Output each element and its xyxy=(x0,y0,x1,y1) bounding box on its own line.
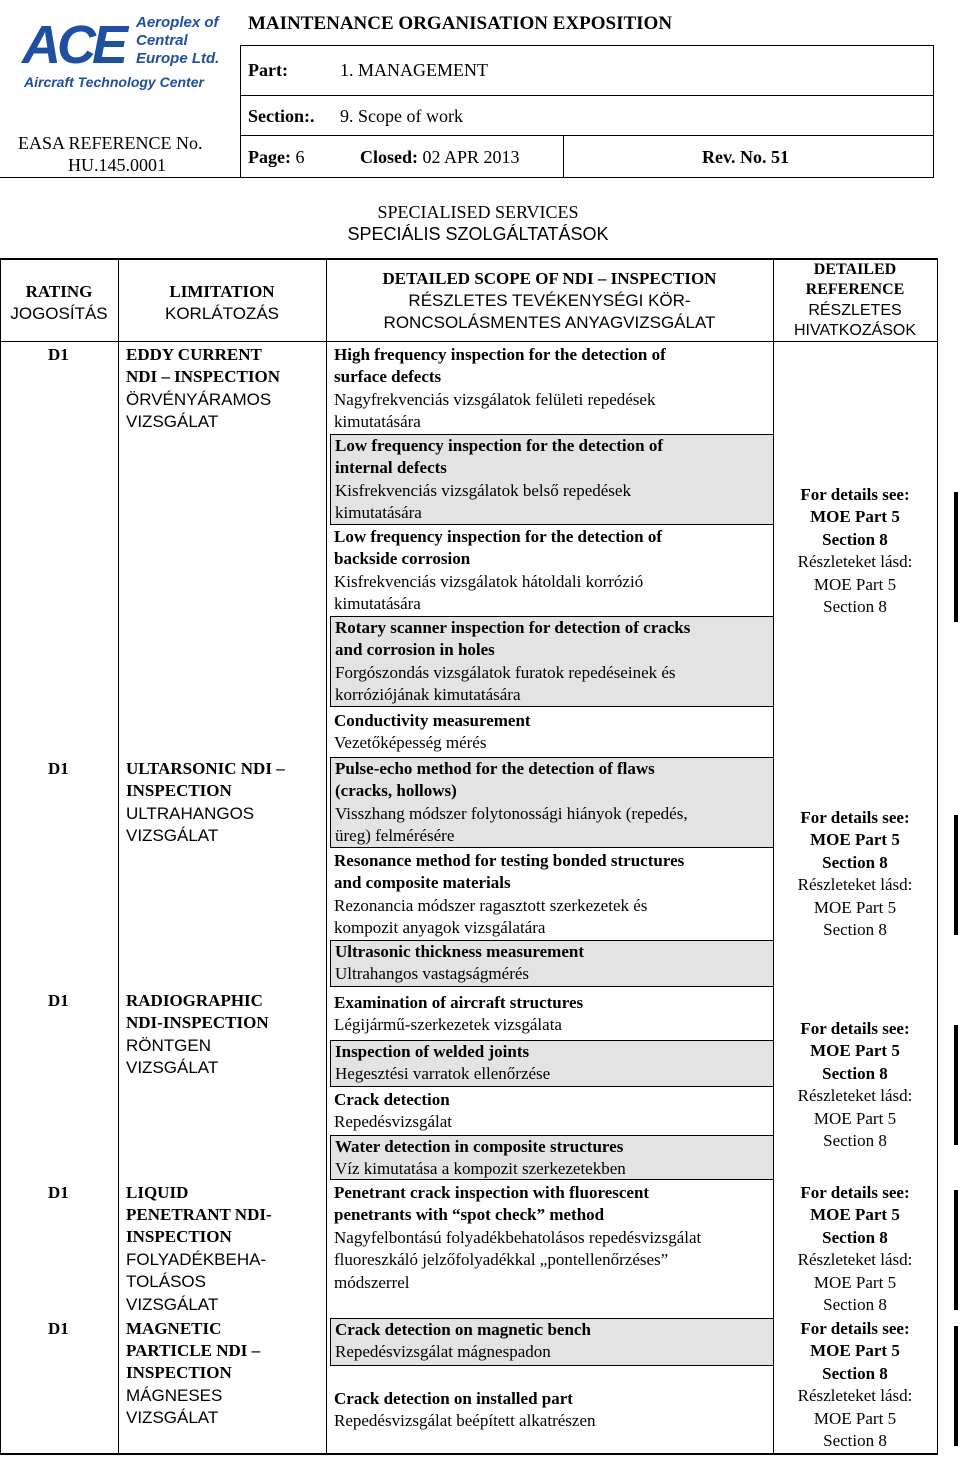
scope-item-en: Conductivity measurement xyxy=(334,711,531,730)
limitation-en: ULTARSONIC NDI – xyxy=(126,759,285,778)
scope-item-hu: üreg) felmérésére xyxy=(335,826,455,846)
reference-hu: Section 8 xyxy=(823,597,887,617)
reference-en: For details see: xyxy=(800,1319,910,1338)
scope-item-hu: Visszhang módszer folytonossági hiányok (repedés, xyxy=(335,803,688,823)
reference-block xyxy=(775,1318,935,1452)
scope-item-en: internal defects xyxy=(335,458,447,478)
scope-item xyxy=(330,1089,774,1134)
rev-value: 51 xyxy=(771,147,789,167)
scope-header-hu-2: RONCSOLÁSMENTES ANYAGVIZSGÁLAT xyxy=(383,313,716,332)
rating-code: D1 xyxy=(48,1319,69,1338)
reference-hu: Section 8 xyxy=(823,1431,887,1451)
reference-en: For details see: xyxy=(800,1019,910,1038)
reference-hu: Részleteket lásd: xyxy=(797,1386,913,1406)
section-title-en: SPECIALISED SERVICES xyxy=(377,202,579,222)
scope-item-hu: Légijármű-szerkezetek vizsgálata xyxy=(334,1015,562,1035)
revision-bar xyxy=(954,1326,958,1446)
part-value: 1. MANAGEMENT xyxy=(340,60,488,80)
reference-hu: Részleteket lásd: xyxy=(797,1086,913,1106)
rating-code: D1 xyxy=(48,991,69,1010)
reference-hu: Részleteket lásd: xyxy=(797,875,913,895)
scope-item-hu: Nagyfrekvenciás vizsgálatok felületi repedések xyxy=(334,389,656,409)
reference-en: Section 8 xyxy=(822,852,888,872)
limitation-en: INSPECTION xyxy=(126,1363,232,1382)
scope-item xyxy=(330,526,774,616)
reference-header-hu-1: RÉSZLETES xyxy=(808,302,902,319)
scope-item-hu: kimutatására xyxy=(334,594,421,614)
scope-item xyxy=(330,1182,774,1294)
reference-en: MOE Part 5 xyxy=(810,507,900,527)
limitation-en: PARTICLE NDI – xyxy=(126,1341,261,1360)
logo-line2: Central xyxy=(136,32,188,49)
scope-item-hu: Rezonancia módszer ragasztott szerkezetek és xyxy=(334,895,648,915)
reference-en: For details see: xyxy=(800,1183,910,1202)
reference-hu: MOE Part 5 xyxy=(813,1272,897,1292)
reference-hu: MOE Part 5 xyxy=(813,1408,897,1428)
scope-item-en: Ultrasonic thickness measurement xyxy=(335,942,584,961)
limitation-en: LIQUID xyxy=(126,1183,189,1202)
scope-item-en: Inspection of welded joints xyxy=(335,1042,530,1061)
scope-item-hu: Forgószondás vizsgálatok furatok repedéseinek és xyxy=(335,662,676,682)
scope-item-en: Water detection in composite structures xyxy=(335,1137,624,1156)
scope-item-en: Low frequency inspection for the detection of xyxy=(334,527,663,546)
limitation-hu: ULTRAHANGOS xyxy=(126,804,255,823)
section-label: Section:. xyxy=(248,106,315,126)
reference-en: MOE Part 5 xyxy=(810,1041,900,1061)
scope-item-hu: Repedésvizsgálat xyxy=(334,1112,453,1132)
scope-item-hu: Hegesztési varratok ellenőrzése xyxy=(335,1064,551,1084)
reference-block xyxy=(775,1182,935,1316)
scope-item-hu: Repedésvizsgálat mágnespadon xyxy=(335,1342,551,1362)
rating-header-hu: JOGOSÍTÁS xyxy=(10,304,108,323)
scope-item-hu: Nagyfelbontású folyadékbehatolásos repedésvizsgálat xyxy=(334,1227,702,1247)
scope-item-en: Low frequency inspection for the detection of xyxy=(335,436,664,455)
scope-item-hu: Repedésvizsgálat beépített alkatrészen xyxy=(334,1411,596,1431)
scope-header-hu-1: RÉSZLETES TEVÉKENYSÉGI KÖR- xyxy=(408,291,691,310)
revision-bar xyxy=(954,1025,958,1145)
document-title: MAINTENANCE ORGANISATION EXPOSITION xyxy=(248,13,673,34)
page-info xyxy=(248,147,304,168)
reference-en: MOE Part 5 xyxy=(810,1341,900,1361)
scope-item xyxy=(330,710,774,755)
scope-item xyxy=(330,992,774,1037)
limitation-en: RADIOGRAPHIC xyxy=(126,991,263,1010)
scope-item-en: Crack detection on magnetic bench xyxy=(335,1320,591,1339)
scope-item-hu: Ultrahangos vastagságmérés xyxy=(335,964,530,984)
reference-en: Section 8 xyxy=(822,1227,888,1247)
limitation-hu: RÖNTGEN xyxy=(126,1036,211,1055)
scope-item xyxy=(330,757,774,848)
reference-header-hu-2: HIVATKOZÁSOK xyxy=(793,322,917,339)
reference-en: Section 8 xyxy=(822,529,888,549)
limitation-en: NDI – INSPECTION xyxy=(126,367,280,386)
scope-item-en: Penetrant crack inspection with fluorescent xyxy=(334,1183,650,1202)
rev-label: Rev. No. xyxy=(702,147,767,167)
reference-hu: MOE Part 5 xyxy=(813,897,897,917)
scope-item-hu: kompozit anyagok vizsgálatára xyxy=(334,918,546,938)
easa-reference-label: EASA REFERENCE No. xyxy=(18,133,203,153)
limitation-hu: ÖRVÉNYÁRAMOS xyxy=(126,390,272,409)
scope-item xyxy=(330,434,774,525)
revision-bar xyxy=(954,1190,958,1310)
limitation-hu: MÁGNESES xyxy=(126,1386,223,1405)
section-title-hu: SPECIÁLIS SZOLGÁLTATÁSOK xyxy=(347,224,609,244)
limitation-hu: VIZSGÁLAT xyxy=(126,412,219,431)
limitation-hu: VIZSGÁLAT xyxy=(126,826,219,845)
reference-en: Section 8 xyxy=(822,1363,888,1383)
scope-item-en: Pulse-echo method for the detection of flaws xyxy=(335,759,655,778)
rating-header-en: RATING xyxy=(25,282,93,301)
part-label: Part: xyxy=(248,60,288,80)
scope-item-en: Rotary scanner inspection for detection of cracks xyxy=(335,618,691,637)
revision-bar xyxy=(954,492,958,622)
scope-item-en: surface defects xyxy=(334,367,442,387)
scope-item xyxy=(330,1388,774,1433)
logo-monogram: ACE xyxy=(22,15,125,75)
closed-value: 02 APR 2013 xyxy=(422,147,520,167)
limitation-en: INSPECTION xyxy=(126,1227,232,1246)
reference-en: For details see: xyxy=(800,808,910,827)
rating-code: D1 xyxy=(48,759,69,778)
rating-code: D1 xyxy=(48,1183,69,1202)
closed-label: Closed: xyxy=(360,147,418,167)
scope-item xyxy=(330,1135,774,1180)
page-label: Page: xyxy=(248,147,291,167)
scope-item xyxy=(330,1040,774,1087)
scope-item-hu: Kisfrekvenciás vizsgálatok belső repedések xyxy=(335,480,631,500)
limitation-hu: VIZSGÁLAT xyxy=(126,1295,219,1314)
limitation-hu: TOLÁSOS xyxy=(126,1272,206,1291)
rating-code: D1 xyxy=(48,345,69,364)
scope-item-en: penetrants with “spot check” method xyxy=(334,1205,605,1225)
scope-item xyxy=(330,1318,774,1366)
reference-hu: Section 8 xyxy=(823,920,887,940)
easa-reference-number: HU.145.0001 xyxy=(68,155,166,175)
scope-header-en: DETAILED SCOPE OF NDI – INSPECTION xyxy=(382,269,717,288)
reference-header-en-1: DETAILED xyxy=(813,261,897,278)
limitation-en: PENETRANT NDI- xyxy=(126,1205,272,1224)
limitation-en: INSPECTION xyxy=(126,781,232,800)
scope-item-en: Crack detection xyxy=(334,1090,450,1109)
reference-hu: Section 8 xyxy=(823,1131,887,1151)
reference-hu: Section 8 xyxy=(823,1295,887,1315)
limitation-en: MAGNETIC xyxy=(126,1319,222,1338)
scope-item-en: and composite materials xyxy=(334,873,511,893)
scope-item-en: High frequency inspection for the detection of xyxy=(334,345,666,364)
reference-hu: MOE Part 5 xyxy=(813,574,897,594)
scope-item xyxy=(330,344,774,434)
limitation-hu: VIZSGÁLAT xyxy=(126,1408,219,1427)
scope-item-hu: módszerrel xyxy=(334,1272,410,1292)
scope-item-hu: kimutatására xyxy=(335,503,422,523)
reference-en: Section 8 xyxy=(822,1063,888,1083)
logo-line1: Aeroplex of xyxy=(136,14,219,31)
limitation-en: NDI-INSPECTION xyxy=(126,1013,269,1032)
scope-item-hu: kimutatására xyxy=(334,412,421,432)
scope-item-en: Crack detection on installed part xyxy=(334,1389,573,1408)
limitation-hu: VIZSGÁLAT xyxy=(126,1058,219,1077)
scope-item-en: and corrosion in holes xyxy=(335,640,495,660)
limitation-header-en: LIMITATION xyxy=(169,282,275,301)
scope-item xyxy=(330,616,774,707)
revision-info xyxy=(702,147,789,168)
closed-info xyxy=(360,147,520,168)
limitation-hu: FOLYADÉKBEHA- xyxy=(126,1250,267,1269)
reference-hu: Részleteket lásd: xyxy=(797,1250,913,1270)
scope-item-hu: korróziójának kimutatására xyxy=(335,685,521,705)
page-value: 6 xyxy=(295,147,305,167)
revision-bar xyxy=(954,815,958,935)
reference-en: MOE Part 5 xyxy=(810,830,900,850)
logo-tagline: Aircraft Technology Center xyxy=(24,74,204,90)
scope-item-en: backside corrosion xyxy=(334,549,471,569)
scope-item-en: (cracks, hollows) xyxy=(335,781,457,801)
reference-header-en-2: REFERENCE xyxy=(805,281,905,298)
section-value: 9. Scope of work xyxy=(340,106,463,126)
limitation-en: EDDY CURRENT xyxy=(126,345,262,364)
reference-en: MOE Part 5 xyxy=(810,1205,900,1225)
scope-item-hu: Kisfrekvenciás vizsgálatok hátoldali korrózió xyxy=(334,571,644,591)
limitation-header-hu: KORLÁTOZÁS xyxy=(165,304,279,323)
scope-item xyxy=(330,850,774,940)
scope-item-en: Resonance method for testing bonded structures xyxy=(334,851,685,870)
reference-block xyxy=(775,1018,935,1152)
reference-block xyxy=(775,807,935,941)
reference-block xyxy=(775,484,935,618)
reference-hu: Részleteket lásd: xyxy=(797,552,913,572)
logo-line3: Europe Ltd. xyxy=(136,50,220,67)
scope-item-hu: fluoreszkáló jelzőfolyadékkal „pontellenőrzéses” xyxy=(334,1250,669,1270)
scope-item-en: Examination of aircraft structures xyxy=(334,993,584,1012)
reference-hu: MOE Part 5 xyxy=(813,1108,897,1128)
scope-item-hu: Vezetőképesség mérés xyxy=(334,733,487,753)
scope-item xyxy=(330,940,774,987)
reference-en: For details see: xyxy=(800,485,910,504)
scope-item-hu: Víz kimutatása a kompozit szerkezetekben xyxy=(335,1159,626,1179)
